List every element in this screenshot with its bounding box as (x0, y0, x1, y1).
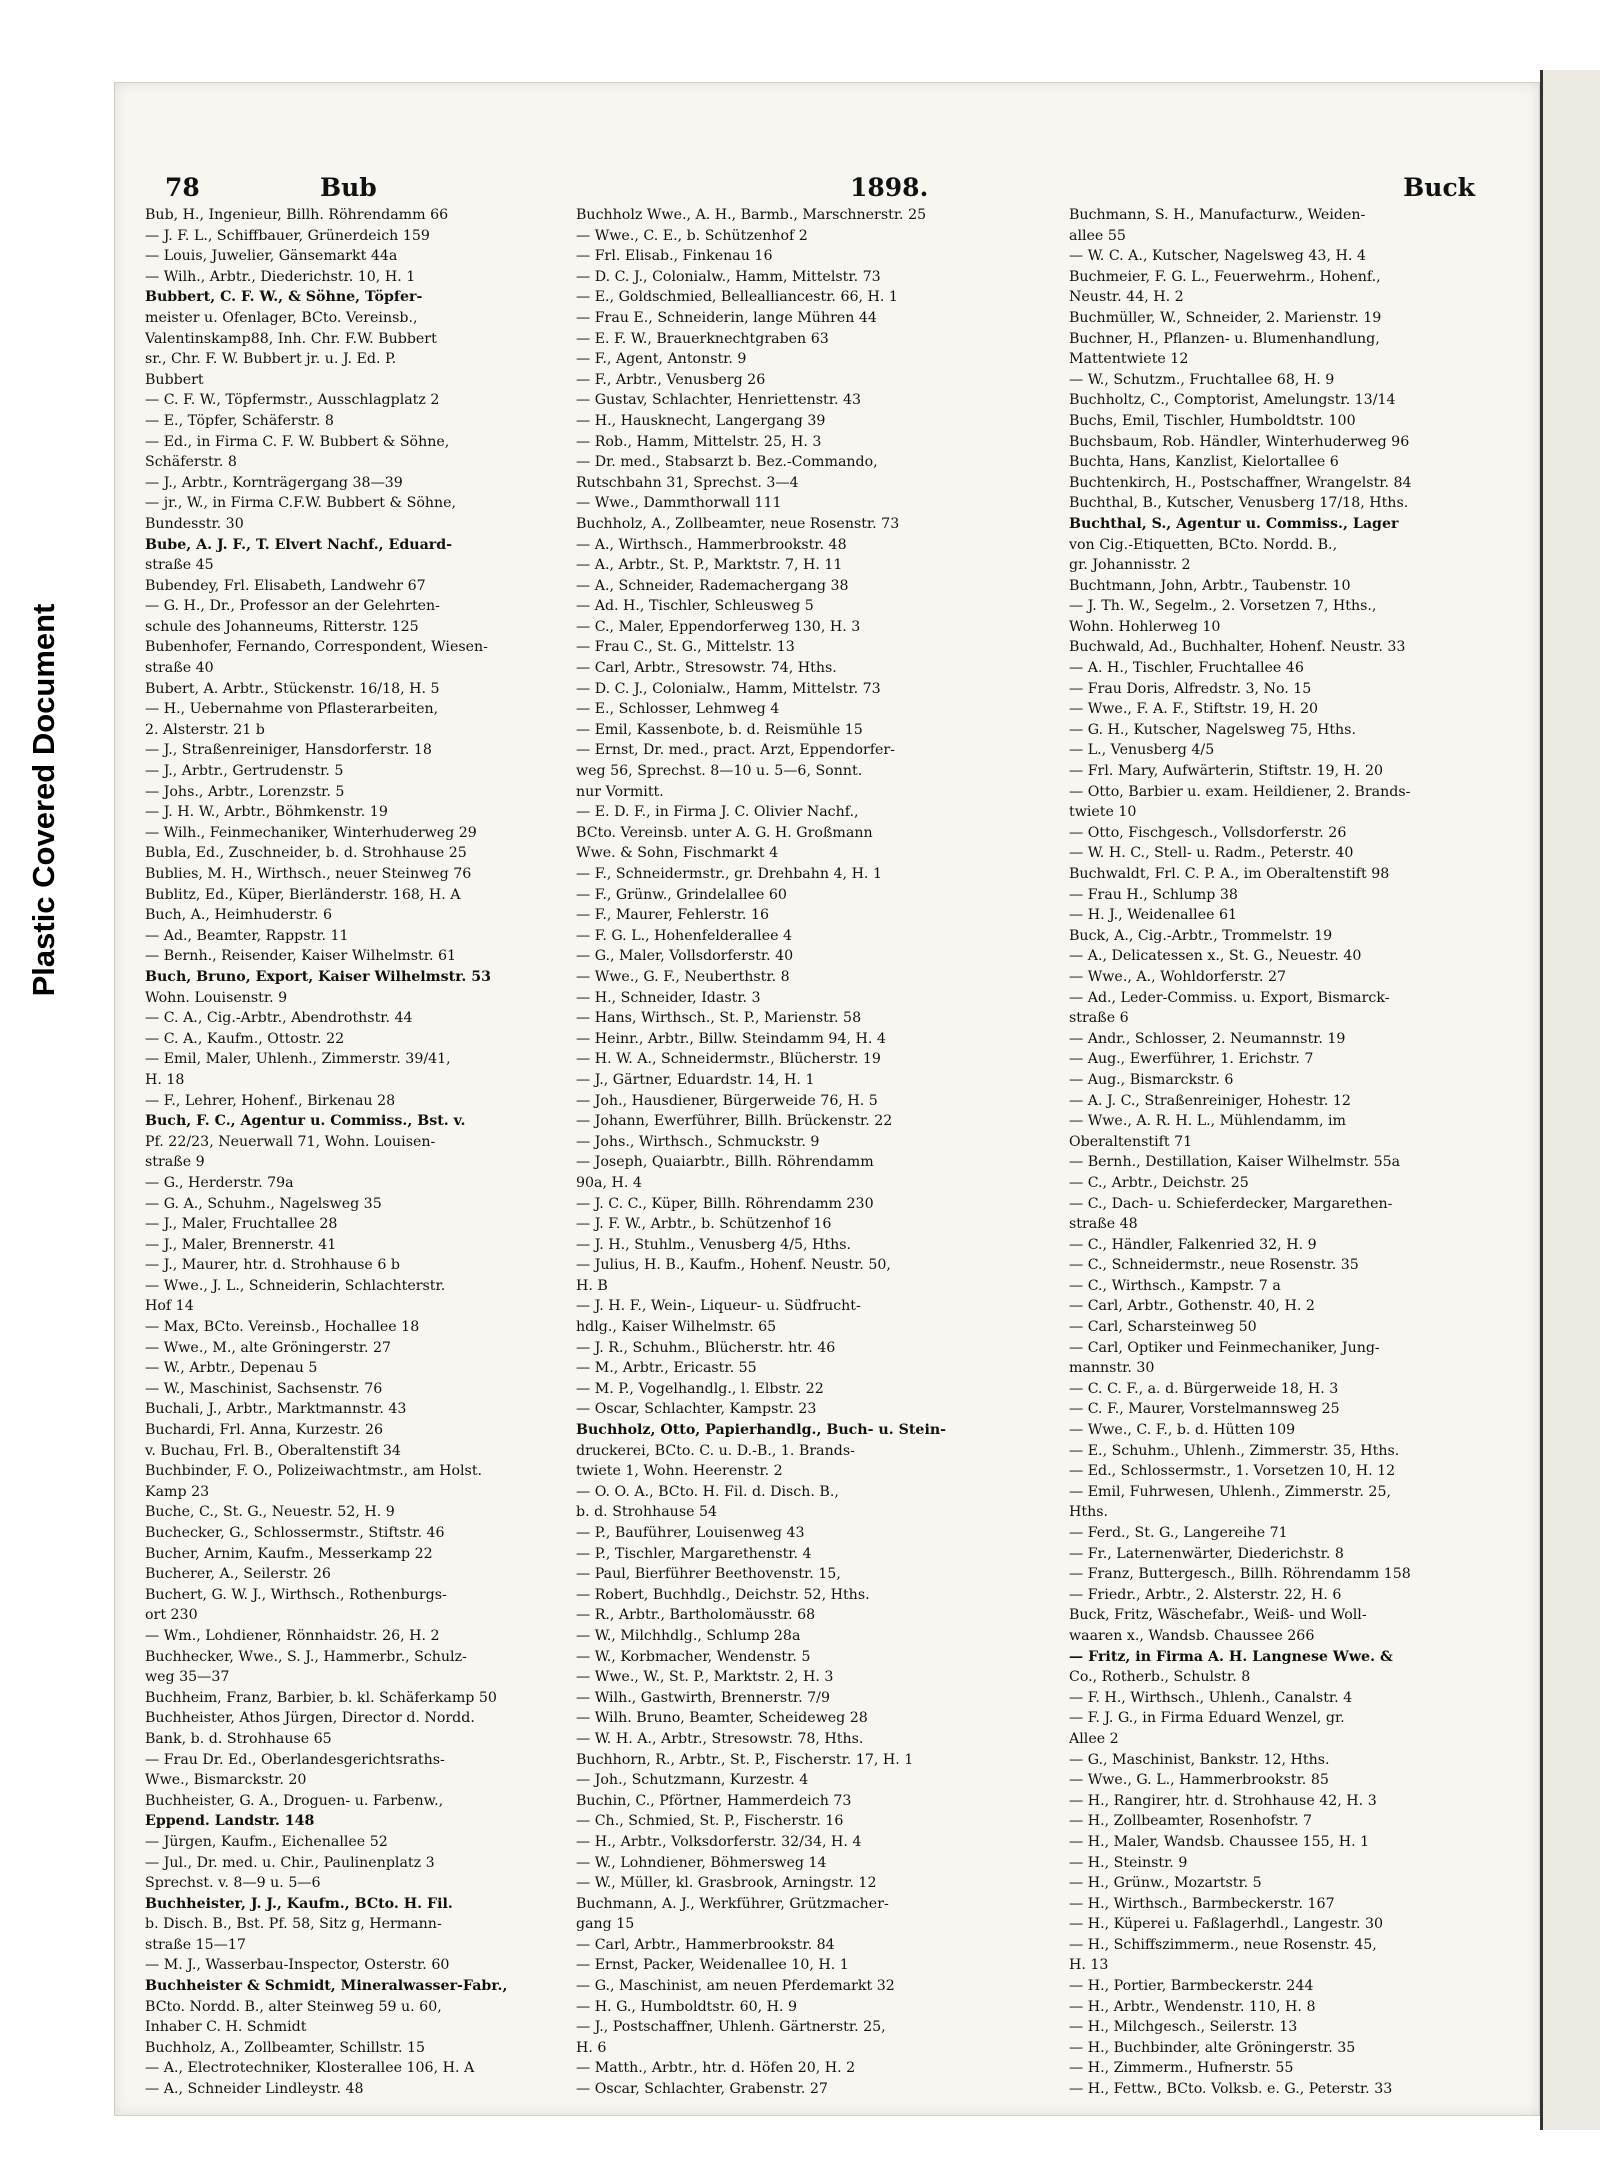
directory-entry-line: — Otto, Fischgesch., Vollsdorferstr. 26 (1069, 824, 1347, 841)
directory-entry-line: Eppend. Landstr. 148 (145, 1813, 315, 1830)
directory-entry-line: — Ernst, Packer, Weidenallee 10, H. 1 (576, 1957, 849, 1974)
directory-entry-line: — G., Herderstr. 79a (145, 1174, 294, 1191)
directory-entry-line: — H., Zollbeamter, Rosenhofstr. 7 (1069, 1813, 1313, 1830)
directory-entry-line: — F. J. G., in Firma Eduard Wenzel, gr. (1069, 1710, 1345, 1727)
directory-entry-line: Kamp 23 (145, 1483, 210, 1500)
directory-entry-line: — H., Fettw., BCto. Volksb. e. G., Peterstr. 33 (1069, 2081, 1393, 2098)
directory-entry-line: — J. C. C., Küper, Billh. Röhrendamm 230 (576, 1195, 874, 1212)
directory-entry-line: Hths. (1069, 1504, 1109, 1521)
directory-entry-line: — Wwe., Dammthorwall 111 (576, 495, 782, 512)
directory-entry-line: — A., Schneider, Rademachergang 38 (576, 577, 849, 594)
directory-entry-line: — F. G. L., Hohenfelderallee 4 (576, 927, 793, 944)
directory-entry-line: — E., Töpfer, Schäferstr. 8 (145, 412, 334, 429)
directory-entry-line: — A., Electrotechniker, Klosterallee 106, H. A (145, 2060, 475, 2077)
directory-entry-line: — Frau E., Schneiderin, lange Mühren 44 (576, 309, 877, 326)
directory-entry-line: — A., Delicatessen x., St. G., Neuestr. 40 (1069, 948, 1362, 965)
directory-entry-line: — F., Schneidermstr., gr. Drehbahn 4, H. 1 (576, 866, 882, 882)
column-3 (1069, 205, 1487, 2100)
directory-entry-line: straße 48 (1069, 1216, 1138, 1233)
directory-entry-line: — H., Portier, Barmbeckerstr. 244 (1069, 1978, 1314, 1995)
directory-entry-line: — Wm., Lohdiener, Rönnhaidstr. 26, H. 2 (145, 1627, 440, 1644)
directory-entry-line: — Franz, Buttergesch., Billh. Röhrendamm 158 (1069, 1566, 1411, 1583)
directory-entry-line: — W. C. A., Kutscher, Nagelsweg 43, H. 4 (1069, 248, 1366, 265)
directory-entry-line: druckerei, BCto. C. u. D.-B., 1. Brands- (576, 1442, 855, 1459)
directory-entry-line: — Otto, Barbier u. exam. Heildiener, 2. Brands- (1069, 783, 1411, 800)
directory-entry-line: Bubenhofer, Fernando, Correspondent, Wiesen- (145, 639, 488, 656)
directory-entry-line: — Wilh., Arbtr., Diederichstr. 10, H. 1 (145, 268, 416, 285)
directory-entry-line: — J., Gärtner, Eduardstr. 14, H. 1 (576, 1071, 815, 1088)
directory-entry-line: Pf. 22/23, Neuerwall 71, Wohn. Louisen- (145, 1133, 436, 1150)
directory-entry-line: — H. J., Weidenallee 61 (1069, 907, 1238, 924)
directory-entry-line: Bube, A. J. F., T. Elvert Nachf., Eduard- (145, 536, 453, 553)
directory-entry-line: — Johs., Wirthsch., Schmuckstr. 9 (576, 1133, 820, 1150)
directory-entry-line: Buchbinder, F. O., Polizeiwachtmstr., am Holst. (145, 1463, 483, 1480)
directory-entry-line: — E. D. F., in Firma J. C. Olivier Nachf., (576, 804, 859, 821)
directory-entry-line: — H., Maler, Wandsb. Chaussee 155, H. 1 (1069, 1833, 1370, 1850)
directory-entry-line: nur Vormitt. (576, 783, 664, 800)
directory-entry-line: b. d. Strohhause 54 (576, 1504, 718, 1521)
directory-entry-line: — F., Lehrer, Hohenf., Birkenau 28 (145, 1092, 396, 1109)
header-left-word: Bub (320, 173, 377, 202)
directory-entry-line: — Wwe., A., Wohldorferstr. 27 (1069, 968, 1287, 985)
directory-entry-line: — C., Dach- u. Schieferdecker, Margarethen- (1069, 1195, 1393, 1212)
directory-entry-line: — Joseph, Quaiarbtr., Billh. Röhrendamm (576, 1154, 874, 1171)
directory-entry-line: Wwe., Bismarckstr. 20 (145, 1772, 307, 1789)
directory-entry-line: Buchthal, B., Kutscher, Venusberg 17/18, Hths. (1069, 495, 1409, 512)
directory-entry-line: — Ch., Schmied, St. P., Fischerstr. 16 (576, 1813, 844, 1830)
directory-entry-line: — F., Arbtr., Venusberg 26 (576, 371, 766, 388)
directory-entry-line: Bub, H., Ingenieur, Billh. Röhrendamm 66 (145, 207, 449, 223)
directory-entry-line: — Emil, Maler, Uhlenh., Zimmerstr. 39/41, (145, 1051, 451, 1068)
directory-entry-line: Bundesstr. 30 (145, 515, 244, 532)
directory-entry-line: — Carl, Optiker und Feinmechaniker, Jung- (1069, 1339, 1380, 1356)
directory-entry-line: — Hans, Wirthsch., St. P., Marienstr. 58 (576, 1010, 862, 1027)
directory-entry-line: — Ernst, Dr. med., pract. Arzt, Eppendorfer- (576, 742, 895, 759)
directory-entry-line: — Johann, Ewerführer, Billh. Brückenstr. 22 (576, 1113, 893, 1130)
directory-entry-line: — Ad., Leder-Commiss. u. Export, Bismarck- (1069, 989, 1390, 1006)
directory-entry-line: — Max, BCto. Vereinsb., Hochallee 18 (145, 1319, 420, 1336)
directory-entry-line: — Paul, Bierführer Beethovenstr. 15, (576, 1566, 841, 1583)
directory-entry-line: — H., Arbtr., Volksdorferstr. 32/34, H. 4 (576, 1833, 862, 1850)
directory-entry-line: — E., Schlosser, Lehmweg 4 (576, 701, 780, 718)
directory-entry-line: — L., Venusberg 4/5 (1069, 742, 1215, 759)
directory-entry-line: — Emil, Kassenbote, b. d. Reismühle 15 (576, 721, 863, 738)
directory-entry-line: — H., Arbtr., Wendenstr. 110, H. 8 (1069, 1998, 1316, 2015)
directory-entry-line: Buchert, G. W. J., Wirthsch., Rothenburgs- (145, 1586, 447, 1603)
directory-entry-line: — H., Milchgesch., Seilerstr. 13 (1069, 2019, 1298, 2036)
directory-entry-line: — P., Bauführer, Louisenweg 43 (576, 1525, 805, 1541)
directory-entry-line: — Frl. Mary, Aufwärterin, Stiftstr. 19, H. 20 (1069, 763, 1384, 780)
directory-entry-line: — Wwe., G. F., Neuberthstr. 8 (576, 968, 790, 985)
directory-entry-line: — Ferd., St. G., Langereihe 71 (1069, 1525, 1288, 1541)
directory-entry-line: straße 15—17 (145, 1936, 246, 1953)
header-year: 1898. (850, 173, 929, 202)
directory-entry-line: Bucher, Arnim, Kaufm., Messerkamp 22 (145, 1545, 433, 1562)
directory-entry-line: — M., Arbtr., Ericastr. 55 (576, 1360, 757, 1377)
directory-entry-line: — J. F. W., Arbtr., b. Schützenhof 16 (576, 1216, 832, 1233)
directory-entry-line: Buchheister, Athos Jürgen, Director d. Nordd. (145, 1710, 475, 1727)
directory-entry-line: — H., Schneider, Idastr. 3 (576, 989, 761, 1006)
directory-entry-line: Buche, C., St. G., Neuestr. 52, H. 9 (145, 1504, 395, 1521)
directory-entry-line: Rutschbahn 31, Sprechst. 3—4 (576, 474, 799, 491)
directory-entry-line: — Frau Doris, Alfredstr. 3, No. 15 (1069, 680, 1312, 697)
directory-entry-line: — Wwe., J. L., Schneiderin, Schlachterstr. (145, 1277, 446, 1294)
directory-entry-line: — W., Müller, kl. Grasbrook, Arningstr. 12 (576, 1875, 877, 1892)
directory-entry-line: — J. Th. W., Segelm., 2. Vorsetzen 7, Hths., (1069, 598, 1377, 615)
directory-entry-line: — A. H., Tischler, Fruchtallee 46 (1069, 660, 1304, 677)
directory-entry-line: — G., Maler, Vollsdorferstr. 40 (576, 948, 794, 965)
directory-entry-line: — G. A., Schuhm., Nagelsweg 35 (145, 1195, 382, 1212)
directory-entry-line: — J., Postschaffner, Uhlenh. Gärtnerstr. 25, (576, 2019, 886, 2036)
directory-entry-line: twiete 10 (1069, 804, 1137, 821)
directory-entry-line: H. 6 (576, 2039, 607, 2056)
directory-entry-line: — O. O. A., BCto. H. Fil. d. Disch. B., (576, 1483, 839, 1500)
directory-entry-line: — Oscar, Schlachter, Kampstr. 23 (576, 1401, 817, 1418)
directory-entry-line: — J., Maler, Fruchtallee 28 (145, 1216, 338, 1233)
directory-entry-line: Buchin, C., Pförtner, Hammerdeich 73 (576, 1792, 852, 1809)
directory-entry-line: Buchs, Emil, Tischler, Humboldtstr. 100 (1069, 412, 1356, 429)
directory-entry-line: — A. J. C., Straßenreiniger, Hohestr. 12 (1069, 1092, 1351, 1109)
directory-entry-line: — Wwe., A. R. H. L., Mühlendamm, im (1069, 1113, 1346, 1130)
directory-entry-line: — M. P., Vogelhandlg., l. Elbstr. 22 (576, 1380, 824, 1397)
directory-entry-line: Buchtmann, John, Arbtr., Taubenstr. 10 (1069, 577, 1351, 594)
directory-entry-line: — J. H., Stuhlm., Venusberg 4/5, Hths. (576, 1236, 852, 1253)
directory-entry-line: Buchmann, S. H., Manufacturw., Weiden- (1069, 207, 1366, 223)
directory-entry-line: — C., Wirthsch., Kampstr. 7 a (1069, 1277, 1281, 1294)
directory-entry-line: Bubendey, Frl. Elisabeth, Landwehr 67 (145, 577, 426, 594)
directory-entry-line: — J. R., Schuhm., Blücherstr. htr. 46 (576, 1339, 836, 1356)
directory-entry-line: — G., Maschinist, Bankstr. 12, Hths. (1069, 1751, 1330, 1768)
directory-entry-line: straße 9 (145, 1154, 205, 1171)
directory-entry-line: — W., Schutzm., Fruchtallee 68, H. 9 (1069, 371, 1335, 388)
directory-entry-line: — Julius, H. B., Kaufm., Hohenf. Neustr. 50, (576, 1257, 891, 1274)
directory-entry-line: — H. W. A., Schneidermstr., Blücherstr. 19 (576, 1051, 881, 1068)
directory-entry-line: H. 18 (145, 1071, 185, 1088)
directory-entry-line: — M. J., Wasserbau-Inspector, Osterstr. 60 (145, 1957, 450, 1974)
directory-entry-line: Buck, Fritz, Wäschefabr., Weiß- und Woll- (1069, 1607, 1367, 1624)
directory-entry-line: — H., Buchbinder, alte Gröningerstr. 35 (1069, 2039, 1356, 2056)
directory-entry-line: — Dr. med., Stabsarzt b. Bez.-Commando, (576, 454, 878, 471)
directory-entry-line: Hof 14 (145, 1298, 194, 1315)
directory-entry-line: — E., Schuhm., Uhlenh., Zimmerstr. 35, Hths. (1069, 1442, 1400, 1459)
directory-entry-line: — F., Agent, Antonstr. 9 (576, 351, 747, 368)
directory-entry-line: Buchtenkirch, H., Postschaffner, Wrangelstr. 84 (1069, 474, 1412, 491)
directory-entry-line: — C. A., Cig.-Arbtr., Abendrothstr. 44 (145, 1010, 413, 1027)
directory-entry-line: — Bernh., Destillation, Kaiser Wilhelmstr. 55a (1069, 1154, 1401, 1171)
directory-entry-line: — W., Maschinist, Sachsenstr. 76 (145, 1380, 383, 1397)
directory-page (114, 82, 1540, 2116)
directory-entry-line: — Wwe., M., alte Gröningerstr. 27 (145, 1339, 392, 1356)
directory-entry-line: — H., Zimmerm., Hufnerstr. 55 (1069, 2060, 1294, 2077)
directory-entry-line: — Wwe., G. L., Hammerbrookstr. 85 (1069, 1772, 1329, 1789)
directory-entry-line: Buchecker, G., Schlossermstr., Stiftstr. 46 (145, 1525, 445, 1541)
directory-entry-line: H. 13 (1069, 1957, 1109, 1974)
directory-entry-line: Bublitz, Ed., Küper, Bierländerstr. 168, H. A (145, 886, 461, 903)
side-label (0, 0, 84, 2177)
directory-entry-line: — Ad. H., Tischler, Schleusweg 5 (576, 598, 814, 615)
directory-entry-line: — C. F., Maurer, Vorstelmannsweg 25 (1069, 1401, 1340, 1418)
directory-entry-line: — Fritz, in Firma A. H. Langnese Wwe. & (1069, 1648, 1393, 1665)
directory-entry-line: — C. F. W., Töpfermstr., Ausschlagplatz 2 (145, 392, 440, 409)
directory-entry-line: — Robert, Buchhdlg., Deichstr. 52, Hths. (576, 1586, 870, 1603)
directory-entry-line: gr. Johannisstr. 2 (1069, 557, 1191, 574)
directory-entry-line: — A., Schneider Lindleystr. 48 (145, 2081, 364, 2098)
directory-entry-line: Neustr. 44, H. 2 (1069, 289, 1184, 306)
directory-entry-line: Bucherer, A., Seilerstr. 26 (145, 1566, 331, 1583)
directory-entry-line: — E. F. W., Brauerknechtgraben 63 (576, 330, 829, 347)
directory-entry-line: — G. H., Kutscher, Nagelsweg 75, Hths. (1069, 721, 1356, 738)
directory-entry-line: — E., Goldschmied, Bellealliancestr. 66, H. 1 (576, 289, 898, 306)
directory-entry-line: Buchmann, A. J., Werkführer, Grützmacher- (576, 1895, 889, 1912)
directory-entry-line: — Matth., Arbtr., htr. d. Höfen 20, H. 2 (576, 2060, 856, 2077)
directory-entry-line: Oberaltenstift 71 (1069, 1133, 1193, 1150)
directory-entry-line: — Gustav, Schlachter, Henriettenstr. 43 (576, 392, 862, 409)
directory-entry-line: Buchwald, Ad., Buchhalter, Hohenf. Neustr. 33 (1069, 639, 1406, 656)
directory-entry-line: — Carl, Arbtr., Gothenstr. 40, H. 2 (1069, 1298, 1315, 1315)
directory-entry-line: — Friedr., Arbtr., 2. Alsterstr. 22, H. 6 (1069, 1586, 1342, 1603)
directory-entry-line: — Carl, Arbtr., Hammerbrookstr. 84 (576, 1936, 835, 1953)
side-label-text: Plastic Covered Document (26, 603, 61, 997)
directory-entry-line: — Wilh. Bruno, Beamter, Scheideweg 28 (576, 1710, 868, 1727)
directory-entry-line: BCto. Vereinsb. unter A. G. H. Großmann (576, 824, 873, 841)
directory-entry-line: — H., Schiffszimmerm., neue Rosenstr. 45, (1069, 1936, 1377, 1953)
directory-entry-line: Buchheister, J. J., Kaufm., BCto. H. Fil. (145, 1895, 453, 1912)
directory-entry-line: — F., Grünw., Grindelallee 60 (576, 886, 787, 903)
directory-entry-line: — A., Wirthsch., Hammerbrookstr. 48 (576, 536, 847, 553)
directory-entry-line: straße 45 (145, 557, 214, 574)
directory-entry-line: — Frau C., St. G., Mittelstr. 13 (576, 639, 795, 656)
adjacent-page-edge (1540, 70, 1600, 2130)
directory-entry-line: — Bernh., Reisender, Kaiser Wilhelmstr. 61 (145, 948, 457, 965)
directory-entry-line: Valentinskamp88, Inh. Chr. F.W. Bubbert (145, 330, 437, 347)
directory-entry-line: — W. H. A., Arbtr., Stresowstr. 78, Hths. (576, 1730, 864, 1747)
directory-entry-line: — Aug., Ewerführer, 1. Erichstr. 7 (1069, 1051, 1314, 1068)
directory-entry-line: Buchmüller, W., Schneider, 2. Marienstr. 19 (1069, 309, 1382, 326)
directory-entry-line: waaren x., Wandsb. Chaussee 266 (1069, 1627, 1315, 1644)
directory-entry-line: b. Disch. B., Bst. Pf. 58, Sitz g, Hermann- (145, 1916, 442, 1933)
directory-entry-line: — Wwe., W., St. P., Marktstr. 2, H. 3 (576, 1669, 834, 1686)
directory-entry-line: — J., Maler, Brennerstr. 41 (145, 1236, 337, 1253)
directory-entry-line: Buchheister & Schmidt, Mineralwasser-Fabr., (145, 1978, 508, 1995)
directory-entry-line: Bank, b. d. Strohhause 65 (145, 1730, 332, 1747)
directory-entry-line: H. B (576, 1277, 608, 1294)
directory-entry-line: — D. C. J., Colonialw., Hamm, Mittelstr. 73 (576, 268, 881, 285)
directory-entry-line: — G. H., Dr., Professor an der Gelehrten- (145, 598, 440, 615)
directory-entry-line: — J. H. F., Wein-, Liqueur- u. Südfrucht- (576, 1298, 861, 1315)
directory-entry-line: — J., Maurer, htr. d. Strohhause 6 b (145, 1257, 400, 1274)
directory-entry-line: Buchholz Wwe., A. H., Barmb., Marschnerstr. 25 (576, 207, 927, 223)
directory-entry-line: allee 55 (1069, 227, 1126, 244)
directory-entry-line: Bubbert (145, 371, 204, 388)
directory-entry-line: — Johs., Arbtr., Lorenzstr. 5 (145, 783, 345, 800)
directory-entry-line: — Oscar, Schlachter, Grabenstr. 27 (576, 2081, 828, 2098)
directory-entry-line: hdlg., Kaiser Wilhelmstr. 65 (576, 1319, 777, 1336)
directory-entry-line: — Heinr., Arbtr., Billw. Steindamm 94, H. 4 (576, 1030, 886, 1047)
directory-entry-line: Bubert, A. Arbtr., Stückenstr. 16/18, H. 5 (145, 680, 440, 697)
directory-entry-line: Buchthal, S., Agentur u. Commiss., Lager (1069, 515, 1399, 532)
directory-entry-line: Buch, Bruno, Export, Kaiser Wilhelmstr. 53 (145, 968, 492, 985)
directory-entry-line: straße 6 (1069, 1010, 1129, 1027)
page-number: 78 (165, 173, 200, 202)
directory-entry-line: — H., Wirthsch., Barmbeckerstr. 167 (1069, 1895, 1335, 1912)
directory-entry-line: Buchwaldt, Frl. C. P. A., im Oberaltenstift 98 (1069, 866, 1390, 882)
directory-entry-line: — Frau H., Schlump 38 (1069, 886, 1238, 903)
directory-entry-line: — C. C. F., a. d. Bürgerweide 18, H. 3 (1069, 1380, 1339, 1397)
directory-entry-line: — F. H., Wirthsch., Uhlenh., Canalstr. 4 (1069, 1689, 1353, 1706)
directory-entry-line: Wohn. Louisenstr. 9 (145, 989, 288, 1006)
directory-entry-line: — H., Küperei u. Faßlagerhdl., Langestr. 30 (1069, 1916, 1384, 1933)
directory-entry-line: — J., Straßenreiniger, Hansdorferstr. 18 (145, 742, 432, 759)
directory-entry-line: Co., Rotherb., Schulstr. 8 (1069, 1669, 1251, 1686)
directory-entry-line: — Frl. Elisab., Finkenau 16 (576, 248, 773, 265)
directory-entry-line: Wwe. & Sohn, Fischmarkt 4 (576, 845, 779, 862)
directory-entry-line: — H., Uebernahme von Pflasterarbeiten, (145, 701, 439, 718)
directory-entry-line: — Carl, Arbtr., Stresowstr. 74, Hths. (576, 660, 837, 677)
directory-entry-line: — H., Steinstr. 9 (1069, 1854, 1188, 1871)
directory-entry-line: — R., Arbtr., Bartholomäusstr. 68 (576, 1607, 816, 1624)
directory-entry-line: — Wwe., F. A. F., Stiftstr. 19, H. 20 (1069, 701, 1319, 718)
directory-entry-line: — Wwe., C. F., b. d. Hütten 109 (1069, 1422, 1296, 1439)
directory-entry-line: — Aug., Bismarckstr. 6 (1069, 1071, 1234, 1088)
directory-entry-line: mannstr. 30 (1069, 1360, 1155, 1377)
directory-entry-line: Allee 2 (1069, 1730, 1119, 1747)
directory-entry-line: — Andr., Schlosser, 2. Neumannstr. 19 (1069, 1030, 1346, 1047)
directory-entry-line: Buck, A., Cig.-Arbtr., Trommelstr. 19 (1069, 927, 1333, 944)
directory-entry-line: — J. H. W., Arbtr., Böhmkenstr. 19 (145, 804, 388, 821)
directory-entry-line: — H., Rangirer, htr. d. Strohhause 42, H. 3 (1069, 1792, 1377, 1809)
directory-entry-line: Buchholz, A., Zollbeamter, neue Rosenstr. 73 (576, 515, 900, 532)
directory-entry-line: — Jul., Dr. med. u. Chir., Paulinenplatz 3 (145, 1854, 435, 1871)
directory-entry-line: meister u. Ofenlager, BCto. Vereinsb., (145, 309, 418, 326)
directory-entry-line: — Ed., Schlossermstr., 1. Vorsetzen 10, H. 12 (1069, 1463, 1396, 1480)
directory-entry-line: Bublies, M. H., Wirthsch., neuer Steinweg 76 (145, 866, 472, 882)
directory-entry-line: — Frau Dr. Ed., Oberlandesgerichtsraths- (145, 1751, 445, 1768)
directory-entry-line: gang 15 (576, 1916, 635, 1933)
directory-entry-line: Buchner, H., Pflanzen- u. Blumenhandlung, (1069, 330, 1380, 347)
directory-entry-line: — Fr., Laternenwärter, Diederichstr. 8 (1069, 1545, 1344, 1562)
directory-entry-line: straße 40 (145, 660, 214, 677)
directory-entry-line: Sprechst. v. 8—9 u. 5—6 (145, 1875, 321, 1892)
directory-entry-line: — Wilh., Gastwirth, Brennerstr. 7/9 (576, 1689, 830, 1706)
directory-entry-line: Inhaber C. H. Schmidt (145, 2019, 307, 2036)
directory-entry-line: ort 230 (145, 1607, 198, 1624)
directory-entry-line: — C., Arbtr., Deichstr. 25 (1069, 1174, 1249, 1191)
directory-entry-line: — C., Händler, Falkenried 32, H. 9 (1069, 1236, 1317, 1253)
directory-entry-line: Buchheister, G. A., Droguen- u. Farbenw., (145, 1792, 444, 1809)
directory-entry-line: — F., Maurer, Fehlerstr. 16 (576, 907, 769, 924)
directory-entry-line: — Rob., Hamm, Mittelstr. 25, H. 3 (576, 433, 822, 450)
directory-entry-line: — W., Arbtr., Depenau 5 (145, 1360, 318, 1377)
directory-entry-line: — P., Tischler, Margarethenstr. 4 (576, 1545, 812, 1562)
directory-entry-line: BCto. Nordd. B., alter Steinweg 59 u. 60, (145, 1998, 442, 2015)
directory-entry-line: — D. C. J., Colonialw., Hamm, Mittelstr. 73 (576, 680, 881, 697)
directory-entry-line: twiete 1, Wohn. Heerenstr. 2 (576, 1463, 783, 1480)
directory-entry-line: — J., Arbtr., Gertrudenstr. 5 (145, 763, 344, 780)
directory-entry-line: — C. A., Kaufm., Ottostr. 22 (145, 1030, 345, 1047)
directory-entry-line: — Wilh., Feinmechaniker, Winterhuderweg 29 (145, 824, 477, 841)
column-2 (576, 205, 994, 2100)
directory-entry-line: — H., Grünw., Mozartstr. 5 (1069, 1875, 1262, 1892)
directory-entry-line: weg 35—37 (145, 1669, 230, 1686)
directory-entry-line: Buchali, J., Arbtr., Marktmannstr. 43 (145, 1401, 407, 1418)
directory-entry-line: — Carl, Scharsteinweg 50 (1069, 1319, 1257, 1336)
directory-entry-line: — Jürgen, Kaufm., Eichenallee 52 (145, 1833, 388, 1850)
directory-entry-line: — W., Korbmacher, Wendenstr. 5 (576, 1648, 811, 1665)
directory-entry-line: Buchmeier, F. G. L., Feuerwehrm., Hohenf., (1069, 268, 1381, 285)
directory-entry-line: — W. H. C., Stell- u. Radm., Peterstr. 40 (1069, 845, 1354, 862)
directory-entry-line: Buchardi, Frl. Anna, Kurzestr. 26 (145, 1422, 384, 1439)
directory-entry-line: 90a, H. 4 (576, 1174, 642, 1191)
directory-entry-line: Mattentwiete 12 (1069, 351, 1189, 368)
directory-entry-line: — A., Arbtr., St. P., Marktstr. 7, H. 11 (576, 557, 843, 574)
directory-entry-line: 2. Alsterstr. 21 b (145, 721, 265, 738)
directory-entry-line: Buchta, Hans, Kanzlist, Kielortallee 6 (1069, 454, 1339, 471)
directory-entry-line: — H., Hausknecht, Langergang 39 (576, 412, 826, 429)
directory-entry-line: — C., Schneidermstr., neue Rosenstr. 35 (1069, 1257, 1359, 1274)
directory-entry-line: Buch, A., Heimhuderstr. 6 (145, 907, 332, 924)
directory-entry-line: — Emil, Fuhrwesen, Uhlenh., Zimmerstr. 25, (1069, 1483, 1391, 1500)
directory-entry-line: — Joh., Hausdiener, Bürgerweide 76, H. 5 (576, 1092, 878, 1109)
directory-entry-line: Schäferstr. 8 (145, 454, 237, 471)
directory-entry-line: Buch, F. C., Agentur u. Commiss., Bst. v. (145, 1113, 466, 1130)
directory-entry-line: von Cig.-Etiquetten, BCto. Nordd. B., (1069, 536, 1338, 553)
directory-entry-line: Bubla, Ed., Zuschneider, b. d. Strohhause 25 (145, 845, 467, 862)
directory-entry-line: Buchholtz, C., Comptorist, Amelungstr. 13/14 (1069, 392, 1396, 409)
directory-entry-line: Buchsbaum, Rob. Händler, Winterhuderweg 96 (1069, 433, 1410, 450)
directory-entry-line: Buchhorn, R., Arbtr., St. P., Fischerstr. 17, H. 1 (576, 1751, 914, 1768)
header-right-word: Buck (1403, 173, 1475, 202)
directory-entry-line: — Joh., Schutzmann, Kurzestr. 4 (576, 1772, 809, 1789)
directory-entry-line: — W., Milchhdlg., Schlump 28a (576, 1627, 801, 1644)
column-1 (145, 205, 563, 2100)
directory-entry-line: — H. G., Humboldtstr. 60, H. 9 (576, 1998, 798, 2015)
directory-entry-line: v. Buchau, Frl. B., Oberaltenstift 34 (145, 1442, 401, 1459)
directory-entry-line: — G., Maschinist, am neuen Pferdemarkt 32 (576, 1978, 895, 1995)
directory-entry-line: Buchholz, A., Zollbeamter, Schillstr. 15 (145, 2039, 426, 2056)
directory-entry-line: — J. F. L., Schiffbauer, Grünerdeich 159 (145, 227, 430, 244)
directory-entry-line: — W., Lohndiener, Böhmersweg 14 (576, 1854, 827, 1871)
directory-entry-line: — Wwe., C. E., b. Schützenhof 2 (576, 227, 808, 244)
directory-entry-line: Wohn. Hohlerweg 10 (1069, 618, 1221, 635)
directory-entry-line: schule des Johanneums, Ritterstr. 125 (145, 618, 419, 635)
directory-entry-line: sr., Chr. F. W. Bubbert jr. u. J. Ed. P. (145, 351, 397, 368)
directory-entry-line: — jr., W., in Firma C.F.W. Bubbert & Söhne, (145, 495, 457, 512)
directory-entry-line: weg 56, Sprechst. 8—10 u. 5—6, Sonnt. (576, 763, 863, 780)
directory-entry-line: Buchhecker, Wwe., S. J., Hammerbr., Schulz- (145, 1648, 467, 1665)
directory-entry-line: Buchheim, Franz, Barbier, b. kl. Schäferkamp 50 (145, 1689, 497, 1706)
directory-entry-line: Buchholz, Otto, Papierhandlg., Buch- u. Stein- (576, 1422, 947, 1439)
directory-entry-line: — C., Maler, Eppendorferweg 130, H. 3 (576, 618, 861, 635)
directory-entry-line: — J., Arbtr., Kornträgergang 38—39 (145, 474, 403, 491)
directory-entry-line: — Ad., Beamter, Rappstr. 11 (145, 927, 349, 944)
directory-entry-line: — Louis, Juwelier, Gänsemarkt 44a (145, 248, 398, 265)
directory-entry-line: Bubbert, C. F. W., & Söhne, Töpfer- (145, 289, 423, 306)
directory-entry-line: — Ed., in Firma C. F. W. Bubbert & Söhne, (145, 433, 450, 450)
